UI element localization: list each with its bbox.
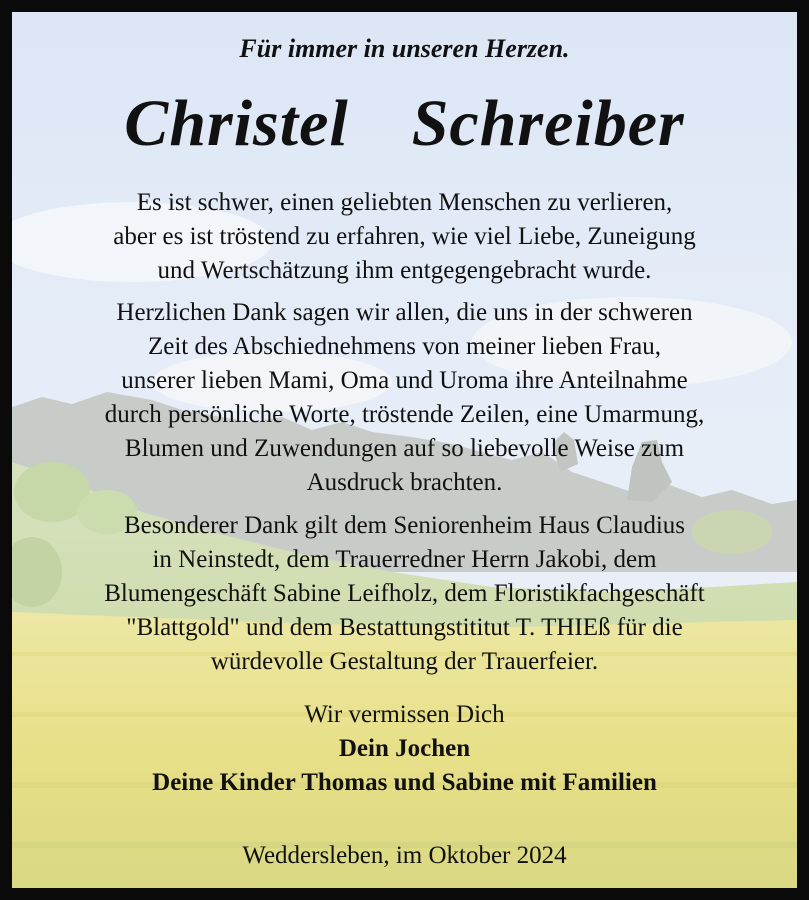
paragraph-line: Blumen und Zuwendungen auf so liebevolle Weise zum [124,435,685,462]
paragraph-line: Blumengeschäft Sabine Leifholz, dem Floristikfachgeschäft [104,580,705,607]
paragraph-line: Ausdruck brachten. [306,469,503,496]
deceased-name: Christel Schreiber [124,87,685,160]
motto: Für immer in unseren Herzen. [239,34,570,63]
notice-content [12,12,797,888]
paragraph-line: Zeit des Abschiednehmens von meiner lieben Frau, [147,333,662,360]
place-date: Weddersleben, im Oktober 2024 [242,842,567,869]
paragraph-line: Herzlichen Dank sagen wir allen, die uns in der schweren [116,299,693,326]
signature-family: Deine Kinder Thomas und Sabine mit Familien [152,769,657,796]
paragraph-line: Es ist schwer, einen geliebten Menschen zu verlieren, [136,189,673,216]
paragraph-line: aber es ist tröstend zu erfahren, wie viel Liebe, Zuneigung [113,223,696,250]
closing-line: Wir vermissen Dich [304,701,505,728]
signature-spouse: Dein Jochen [338,735,471,762]
paragraph-line: würdevolle Gestaltung der Trauerfeier. [210,648,599,675]
paragraph-line: und Wertschätzung ihm entgegengebracht wurde. [157,257,652,284]
paragraph-line: in Neinstedt, dem Trauerredner Herrn Jakobi, dem [152,546,657,573]
paragraph-line: "Blattgold" und dem Bestattungstititut T. THIEß für die [126,614,683,641]
paragraph-line: durch persönliche Worte, tröstende Zeilen, eine Umarmung, [104,401,705,428]
paragraph-line: unserer lieben Mami, Oma und Uroma ihre Anteilnahme [121,367,688,394]
paragraph-line: Besonderer Dank gilt dem Seniorenheim Haus Claudius [124,512,685,539]
